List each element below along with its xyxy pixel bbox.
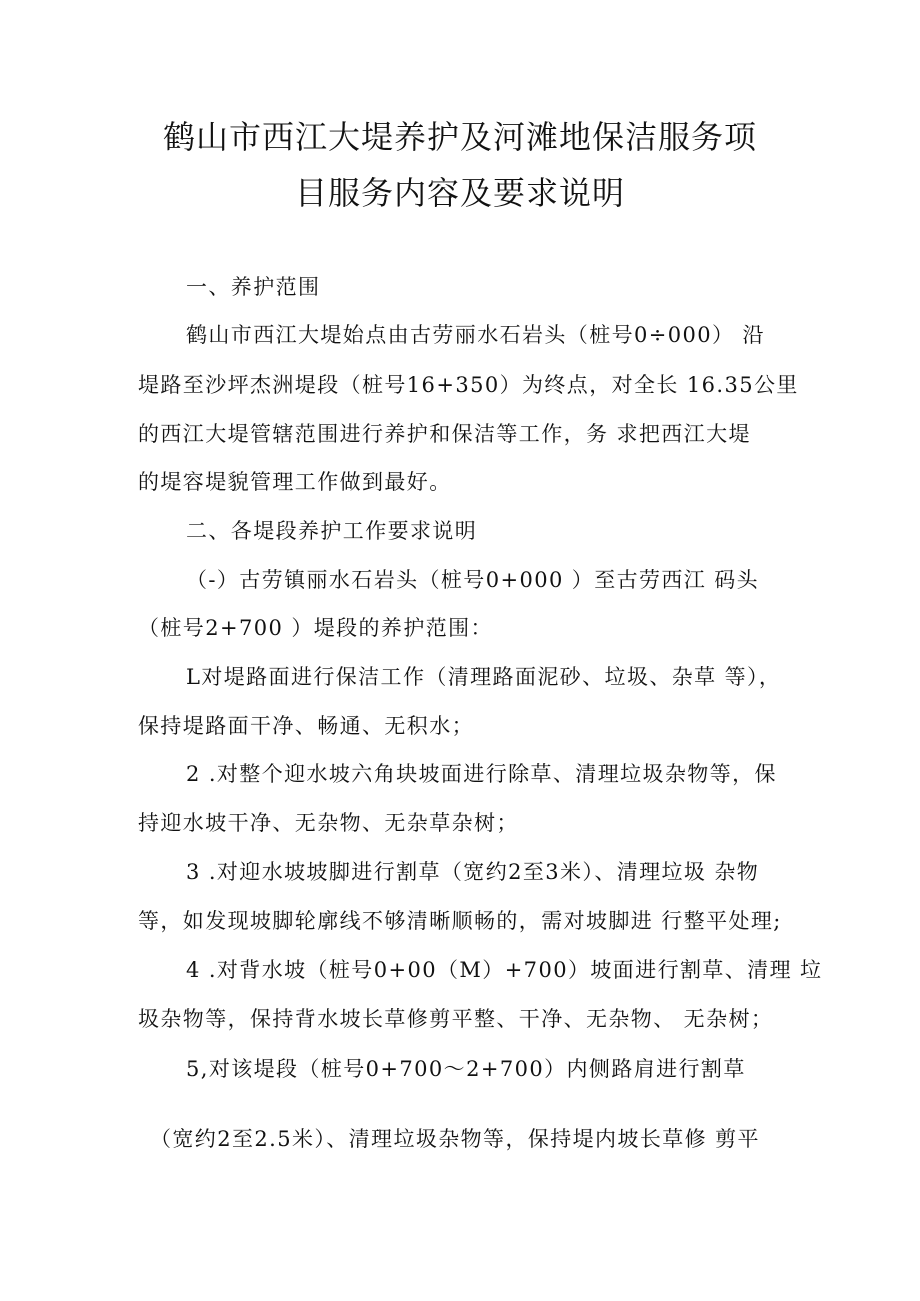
paragraph-line: （桩号2+700 ）堤段的养护范围：: [138, 616, 493, 640]
list-item-4-cont: 圾杂物等，保持背水坡长草修剪平整、干净、无杂物、 无杂树；: [138, 1007, 774, 1031]
list-item-2: 2 .对整个迎水坡六角块坡面进行除草、清理垃圾杂物等，保: [186, 762, 777, 786]
list-item-4: 4 .对背水坡（桩号0+00（M）+700）坡面进行割草、清理 垃: [186, 958, 823, 982]
list-item-1: L对堤路面进行保洁工作（清理路面泥砂、垃圾、杂草 等），: [186, 665, 782, 689]
list-item-3-cont: 等，如发现坡脚轮廓线不够清晰顺畅的，需对坡脚进 行整平处理;: [138, 909, 782, 933]
section-heading-scope: 一、养护范围: [186, 275, 321, 299]
list-item-2-cont: 持迎水坡干净、无杂物、无杂草杂树；: [138, 811, 519, 835]
document-title-line-2: 目服务内容及要求说明: [294, 174, 625, 212]
list-item-1-cont: 保持堤路面干净、畅通、无积水；: [138, 714, 474, 738]
paragraph-line: 堤路至沙坪杰洲堤段（桩号16+350）为终点，对全长 16.35公里: [138, 373, 799, 397]
subsection-heading: （-）古劳镇丽水石岩头（桩号0+000 ）至古劳西江 码头: [186, 568, 760, 592]
paragraph-line: 的堤容堤貌管理工作做到最好。: [138, 470, 452, 494]
list-item-3: 3 .对迎水坡坡脚进行割草（宽约2至3米）、清理垃圾 杂物: [186, 860, 760, 884]
paragraph-line: 鹤山市西江大堤始点由古劳丽水石岩头（桩号0÷000） 沿: [186, 323, 765, 347]
list-item-5: 5,对该堤段（桩号0+700〜2+700）内侧路肩进行割草: [186, 1057, 746, 1081]
section-heading-requirements: 二、各堤段养护工作要求说明: [186, 519, 478, 543]
list-item-5-cont: （宽约2至2.5米）、清理垃圾杂物等，保持堤内坡长草修 剪平: [150, 1127, 760, 1151]
paragraph-line: 的西江大堤管辖范围进行养护和保洁等工作，务 求把西江大堤: [138, 422, 751, 446]
document-title-line-1: 鹤山市西江大堤养护及河滩地保洁服务项: [162, 118, 757, 156]
